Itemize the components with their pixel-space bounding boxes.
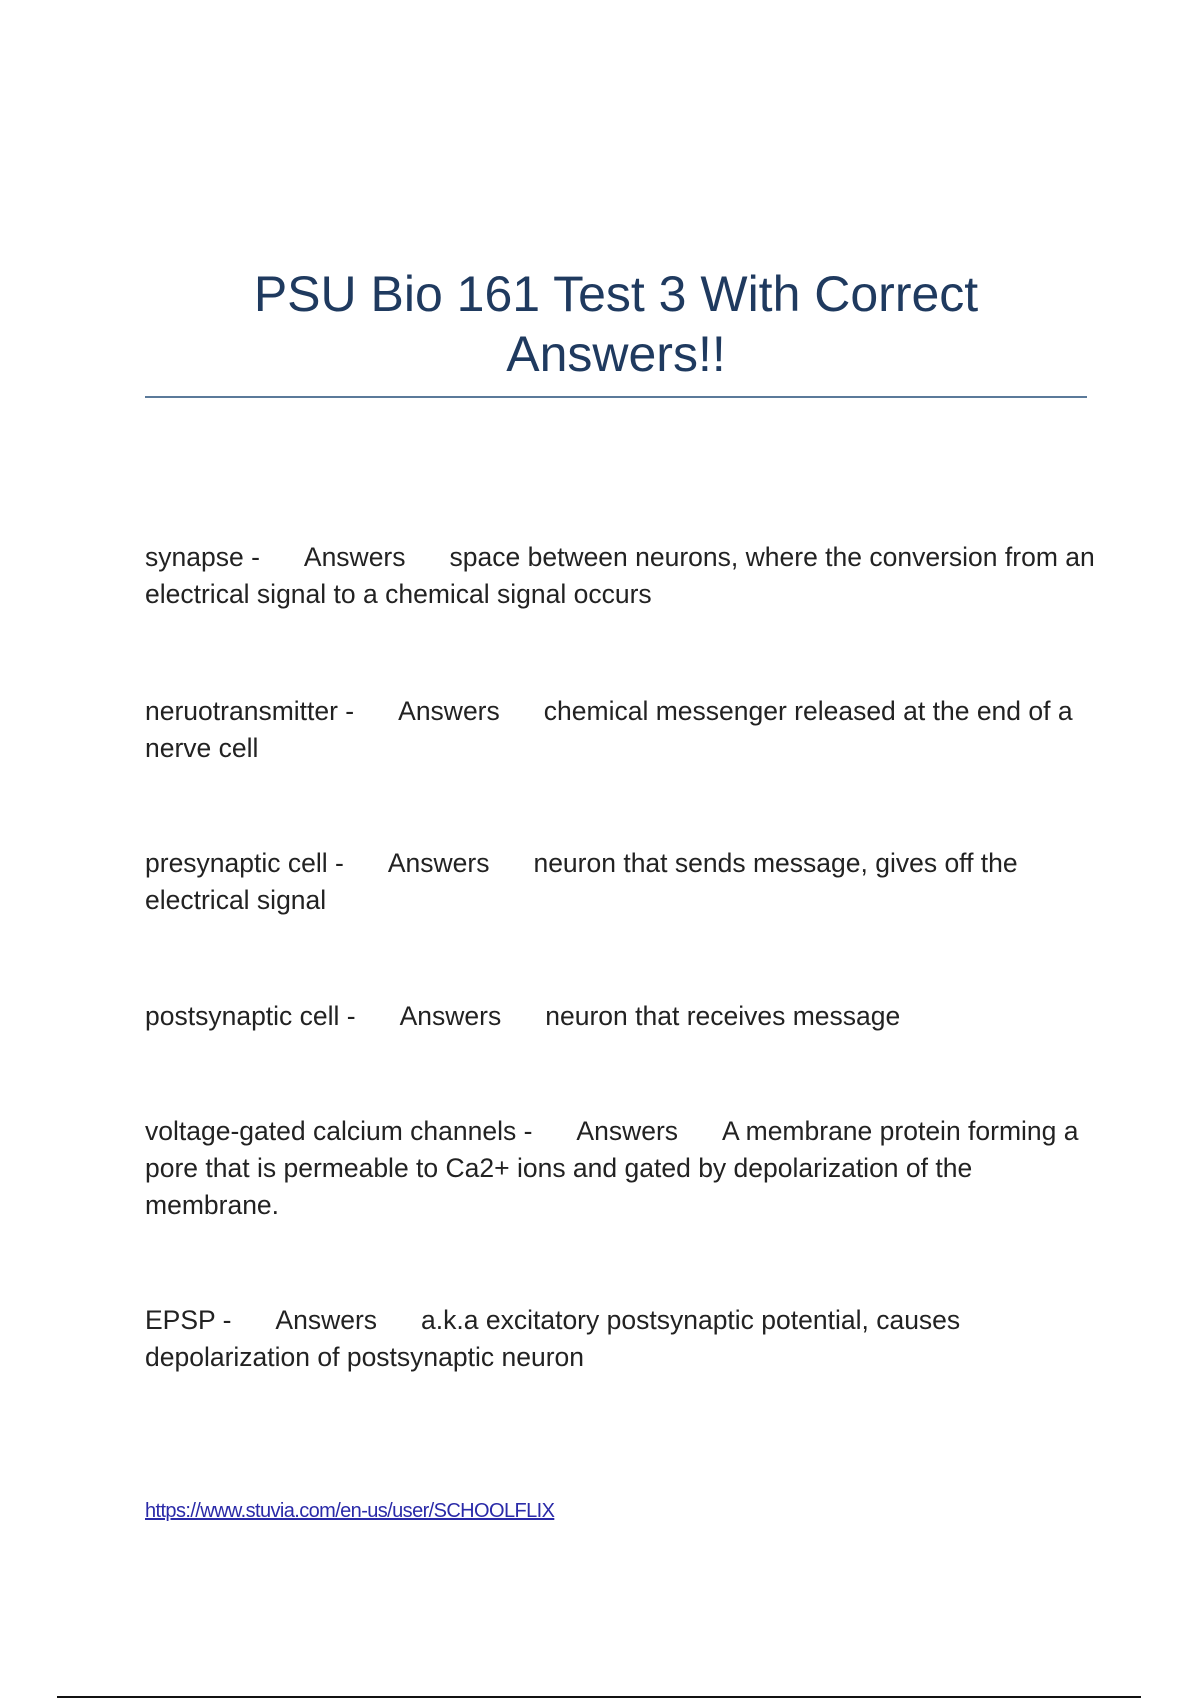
- definition: space between neurons, where the conversion from an electrical signal to a chemical signal occurs: [145, 542, 1095, 609]
- answers-label: Answers: [399, 1001, 502, 1031]
- answers-label: Answers: [387, 848, 490, 878]
- document-title: PSU Bio 161 Test 3 With Correct Answers!!: [253, 266, 979, 382]
- title-divider: [145, 396, 1087, 398]
- term: voltage-gated calcium channels -: [145, 1116, 533, 1146]
- qa-entry: [145, 539, 1095, 613]
- page-bottom-rule: [57, 1696, 1141, 1698]
- answers-label: Answers: [303, 542, 406, 572]
- answers-label: Answers: [398, 696, 500, 726]
- answers-label: Answers: [576, 1116, 679, 1146]
- definition: chemical messenger released at the end of a nerve cell: [145, 696, 1073, 763]
- qa-entry: [145, 998, 1095, 1035]
- qa-entry: [145, 693, 1095, 767]
- qa-entry: [145, 1113, 1095, 1224]
- definition: neuron that receives message: [545, 1001, 901, 1031]
- qa-entry: [145, 845, 1095, 919]
- answers-label: Answers: [275, 1305, 378, 1335]
- term: EPSP -: [145, 1305, 232, 1335]
- definition: A membrane protein forming a pore that is permeable to Ca2+ ions and gated by depolarization of the membrane.: [145, 1116, 1079, 1220]
- term: presynaptic cell -: [145, 848, 344, 878]
- term: neruotransmitter -: [145, 696, 355, 726]
- qa-entry: [145, 1302, 1095, 1376]
- term: synapse -: [145, 542, 260, 572]
- definition: neuron that sends message, gives off the electrical signal: [145, 848, 1018, 915]
- definition: a.k.a excitatory postsynaptic potential, causes depolarization of postsynaptic neuron: [145, 1305, 961, 1372]
- term: postsynaptic cell -: [145, 1001, 356, 1031]
- footer-link[interactable]: https://www.stuvia.com/en-us/user/SCHOOLFLIX: [145, 1500, 555, 1522]
